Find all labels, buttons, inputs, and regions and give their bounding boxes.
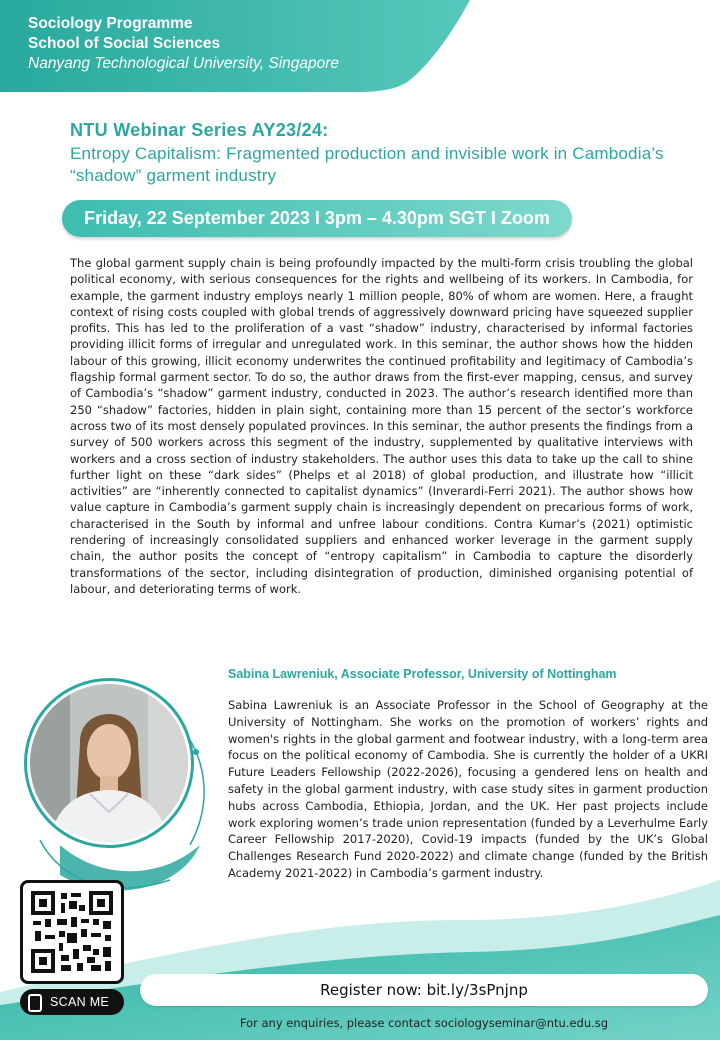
talk-title: Entropy Capitalism: Fragmented production and invisible work in Cambodia’s “shadow” garment industry [70,144,664,185]
register-link[interactable]: Register now: bit.ly/3sPnjnp [140,974,708,1006]
qr-code-icon [31,891,113,973]
university-name: Nanyang Technological University, Singapore [28,55,340,72]
scan-me-badge[interactable] [20,989,124,1015]
scan-me-label: SCAN ME [50,995,110,1009]
speaker-name: Sabina Lawreniuk, Associate Professor, University of Nottingham [228,667,617,681]
organisation-block [28,14,339,74]
phone-icon [28,994,42,1012]
abstract-text: The global garment supply chain is being profoundly impacted by the multi-form crisis troubling the global political economy, with serious consequences for the rights and wellbeing of its workers. In Cambodia, for example, the garment industry employs nearly 1 million people, 80% of whom are women. Here, a fraught context of rising costs coupled with global trends of aggressively downward pricing have squeezed supplier profits. This has led to the proliferation of a vast “shadow” industry, characterised by informal factories providing illicit forms of irregular and unregulated work. In this seminar, the author shows how the hidden labour of this growing, illicit economy underwrites the continued profitability and legitimacy of Cambodia’s flagship formal garment sector. To do so, the author draws from the first-ever mapping, census, and survey of Cambodia’s “shadow” garment industry, conducted in 2023. The author’s research identified more than 250 “shadow” factories, hidden in plain sight, containing more than 15 percent of the sector’s workforce across two of its most densely populated provinces. In this seminar, the author presents the findings from a survey of 500 workers across this segment of the industry, supplemented by qualitative interviews with workers and a cross section of industry stakeholders. The author uses this data to take up the call to shine further light on these “dark sides” (Phelps et al 2018) of global production, and illustrate how “illicit activities” are “inherently connected to capitalist dynamics” (Inverardi-Ferri 2021). The author shows how value capture in Cambodia’s garment supply chain is increasingly dependent on precarious forms of work, characterised in the South by informal and unfree labour conditions. Contra Kumar’s (2021) optimistic rendering of increasingly consolidated suppliers and enhanced worker leverage in the garment supply chain, the author posits the concept of “entropy capitalism” in Cambodia to capture the disorderly transformations of the sector, including disintegration of production, diminished organising potential of labour, and deteriorating terms of work. [70,256,693,596]
enquiry-contact: For any enquiries, please contact sociologyseminar@ntu.edu.sg [239,1016,609,1030]
event-datetime: Friday, 22 September 2023 I 3pm – 4.30pm SGT I Zoom [62,200,572,237]
programme-name: Sociology Programme [28,15,193,32]
qr-code[interactable] [20,880,124,984]
speaker-photo [30,684,188,842]
webinar-series: NTU Webinar Series AY23/24: [70,120,329,140]
school-name: School of Social Sciences [28,35,221,52]
speaker-bio: Sabina Lawreniuk is an Associate Professor in the School of Geography at the University of Nottingham. She works on the promotion of workers’ rights and women's rights in the global garment and footwear industry, with a long-term area focus on the political economy of Cambodia. She is currently the holder of a UKRI Future Leaders Fellowship (2022-2026), focusing a gendered lens on health and safety in the global garment industry, with case study sites in garment production hubs across Cambodia, Ethiopia, Jordan, and the UK. Her past projects include work exploring women’s trade union representation (funded by a Leverhulme Early Career Fellowship 2017-2020), Covid-19 impacts (funded by the UK’s Global Challenges Research Fund 2020-2022) and climate change (funded by the British Academy 2021-2022) in Cambodia’s garment industry. [228,698,708,880]
